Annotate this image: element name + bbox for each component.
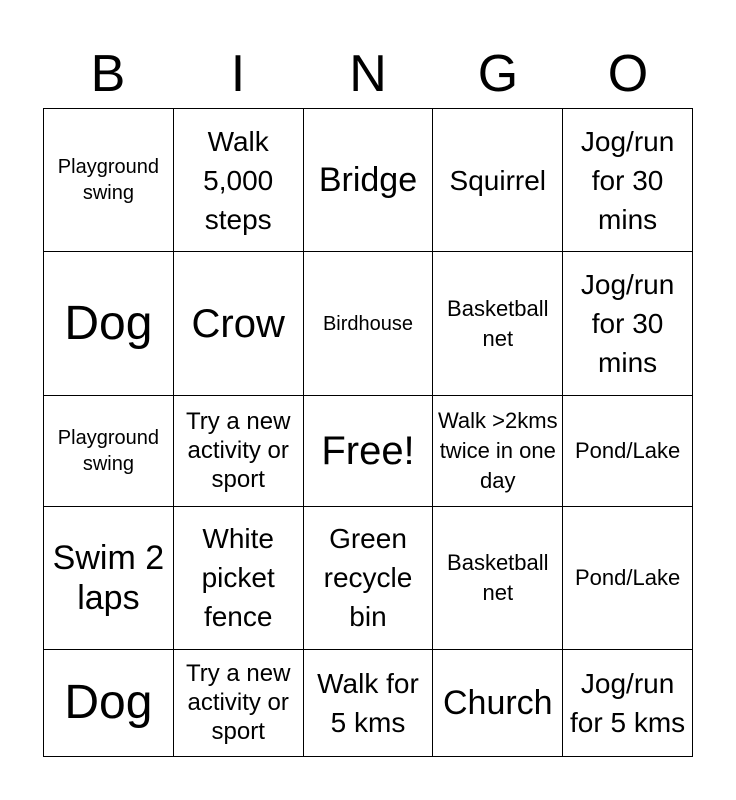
bingo-row-1 bbox=[44, 109, 693, 252]
header-letter-i: I bbox=[230, 45, 246, 103]
bingo-cell[interactable]: Playground swing bbox=[44, 109, 174, 252]
bingo-cell[interactable]: Basketball net bbox=[433, 506, 563, 649]
bingo-cell[interactable]: Try a new activity or sport bbox=[173, 395, 303, 506]
bingo-cell[interactable]: Dog bbox=[44, 252, 174, 395]
bingo-cell[interactable]: Playground swing bbox=[44, 395, 174, 506]
bingo-cell[interactable]: Crow bbox=[173, 252, 303, 395]
bingo-cell[interactable]: Walk 5,000 steps bbox=[173, 109, 303, 252]
bingo-row-5 bbox=[44, 649, 693, 756]
header-letter-o: O bbox=[607, 45, 649, 103]
bingo-cell[interactable]: Swim 2 laps bbox=[44, 506, 174, 649]
bingo-cell[interactable]: Jog/run for 5 kms bbox=[563, 649, 693, 756]
bingo-cell[interactable]: Dog bbox=[44, 649, 174, 756]
bingo-cell[interactable]: Squirrel bbox=[433, 109, 563, 252]
bingo-cell[interactable]: Walk >2kms twice in one day bbox=[433, 395, 563, 506]
bingo-cell[interactable]: Jog/run for 30 mins bbox=[563, 252, 693, 395]
bingo-cell[interactable]: Pond/Lake bbox=[563, 395, 693, 506]
bingo-cell[interactable]: Green recycle bin bbox=[303, 506, 433, 649]
bingo-card bbox=[43, 108, 693, 757]
bingo-cell[interactable]: Free! bbox=[303, 395, 433, 506]
bingo-cell[interactable]: Basketball net bbox=[433, 252, 563, 395]
bingo-row-3 bbox=[44, 395, 693, 506]
bingo-cell[interactable]: Jog/run for 30 mins bbox=[563, 109, 693, 252]
bingo-cell[interactable]: Bridge bbox=[303, 109, 433, 252]
header-letter-g: G bbox=[477, 45, 519, 103]
bingo-header bbox=[43, 40, 693, 108]
header-letter-n: N bbox=[349, 45, 387, 103]
bingo-cell[interactable]: Church bbox=[433, 649, 563, 756]
bingo-cell[interactable]: Pond/Lake bbox=[563, 506, 693, 649]
bingo-cell[interactable]: Try a new activity or sport bbox=[173, 649, 303, 756]
bingo-row-4 bbox=[44, 506, 693, 649]
bingo-cell[interactable]: White picket fence bbox=[173, 506, 303, 649]
bingo-cell[interactable]: Birdhouse bbox=[303, 252, 433, 395]
bingo-row-2 bbox=[44, 252, 693, 395]
header-letter-b: B bbox=[90, 45, 126, 103]
bingo-cell[interactable]: Walk for 5 kms bbox=[303, 649, 433, 756]
